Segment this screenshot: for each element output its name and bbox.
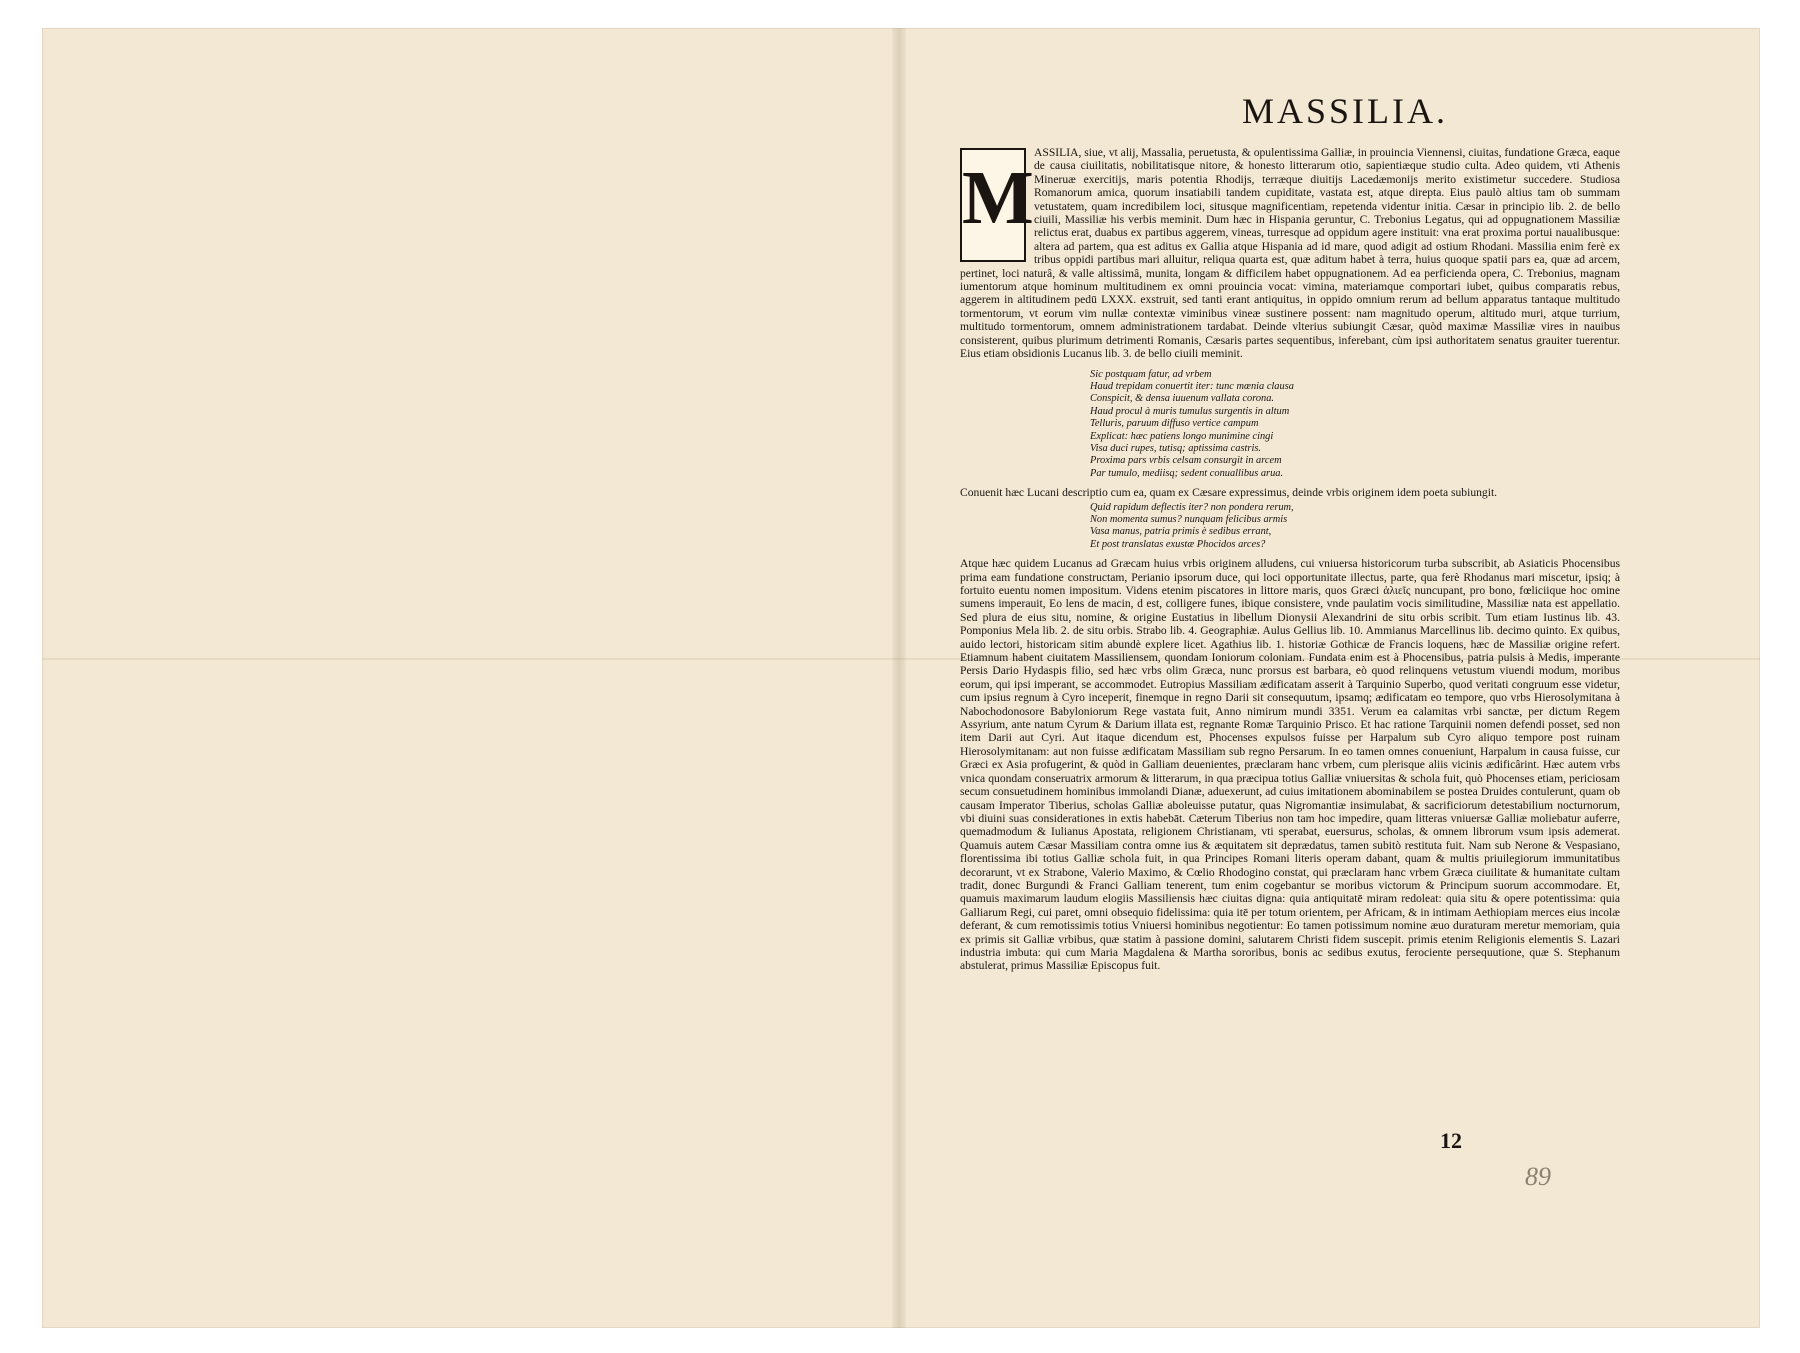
verse-line: Proxima pars vrbis celsam consurgit in arcem bbox=[1090, 455, 1282, 467]
verse-line: Et post translatas exustæ Phocidos arces? bbox=[1090, 538, 1266, 550]
verse-block-2 bbox=[1090, 502, 1620, 552]
verse-line: Conspicit, & densa iuuenum vallata corona. bbox=[1090, 393, 1275, 405]
verse-line: Non momenta sumus? nunquam felicibus armis bbox=[1090, 513, 1288, 525]
pencil-annotation: 89 bbox=[1525, 1162, 1551, 1191]
verse-line: Quid rapidum deflectis iter? non pondera rerum, bbox=[1090, 501, 1294, 513]
decorated-initial-letter: M bbox=[962, 156, 1034, 240]
page-number: 12 bbox=[1440, 1128, 1462, 1153]
decorated-initial bbox=[960, 148, 1034, 262]
verse-line: Sic postquam fatur, ad vrbem bbox=[1090, 368, 1212, 380]
center-fold bbox=[892, 28, 906, 1328]
verse-block-1 bbox=[1090, 369, 1620, 481]
paragraph-2: Atque hæc quidem Lucanus ad Græcam huius vrbis originem alludens, cui vniuersa historicorum turba subscribit, ab Asiaticis Phocensibus prima eam fundatione constructam, Perianio ipsorum duce, qui loci opportunitate illectus, parte, qua ferè Rhodanus mari miscetur, ipsiq; à fortuito euentu nomen impositum. Videns etenim piscatores in littore maris, quos Græci ἁλιεῖς nuncupant, pro bono, fœliciique hoc omine sumens imperauit, Eo lens de macin, d est, colligere funes, ibique consistere, vnde paulatim vocis similitudine, Massiliæ nata est appellatio. Sed plura de eius situ, nomine, & origine Eustatius in libellum Dionysii Alexandrini de situ orbis scribit. Tum etiam Iustinus lib. 43. Pomponius Mela lib. 2. de situ orbis. Strabo lib. 4. Geographiæ. Aulus Gellius lib. 10. Ammianus Marcellinus lib. decimo quinto. Ex quibus, auido lectori, historicam sitim abundè explere licet. Agathius lib. 1. historiæ Gothicæ de Francis loquens, hæc de Massiliæ origine refert. Etiamnum habent ciuitatem Massiliensem, quondam Ioniorum coloniam. Fundata enim est à Phocensibus, patria pulsis à Medis, imperante Persis Dario Hydaspis filio, sed hæc vrbs olim Græca, nunc prorsus est barbara, eò quod relinquens vetustum viuendi modum, moribus eorum, qui ipsi imperant, se accommodet. Eutropius Massiliam ædificatam asserit à Tarquinio Superbo, quod veritati congruum esse videtur, cum ipsius regnum à Cyro inceperit, finemque in regno Darii sit consequutum, ipsamq; ædificatam eo tempore, quo vrbs Hierosolymitana à Nabochodonosore Babyloniorum Rege vastata fuit, Anno nimirum mundi 3351. Verum ea calamitas vrbi sanctæ, per dictum Regem Assyrium, ante natum Cyrum & Darium illata est, regnante Romæ Tarquinio Prisco. Et hac ratione Tarquinii nomen defendi posset, sed non item Darii aut Cyri. Aut itaque dicendum est, Phocenses expulsos fuisse per Harpalum sub Cyro aliquo tempore post ruinam Hierosolymitanam: aut non fuisse ædificatam Massiliam sub regno Persarum. In eo tamen omnes conueniunt, Harpalum in causa fuisse, cur Græci ex Asia profugerint, & quòd in Galliam deuenientes, præclaram hanc vrbem, cum plerisque aliis vicinis ædificârint. Hæc autem vrbs vnica quondam conseruatrix armorum & litterarum, in qua præcipua totius Galliæ vniuersitas & schola fuit, quò Phocenses etiam, periciosam secum consuetudinem hominibus immolandi Dianæ, aduexerunt, ad cuius imitationem abominabilem se postea Druides contulerunt, quam ob causam Imperator Tiberius, scholas Galliæ aboleuisse putatur, quas Nigromantiæ insimulabat, & sacrificiorum detestabilium nocturnorum, vbi diuini suas considerationes in extis habebāt. Cæterum Tiberius non tam hoc impedire, quam litteras vniuersæ Galliæ moliebatur auferre, quemadmodum & Iulianus Apostata, religionem Christianam, vti sperabat, euersurus, scholas, & omnem librorum vsum ipsis ademerat. Quamuis autem Cæsar Massiliam contra omne ius & æquitatem sit deprædatus, tamen subitò restituta fuit. Nam sub Nerone & Vespasiano, florentissima ibi totius Galliæ schola fuit, in qua Principes Romani literis operam dabant, quam & multis priuilegiorum immunitatibus decorarunt, vt ex Strabone, Valerio Maximo, & Cœlio Rhodogino constat, qui præclaram hanc vrbem Græca ciuilitate & humanitate cultam tradit, donec Burgundi & Franci Galliam tenerent, tum enim cogebantur se moribus victorum & Principum suorum accommodare. Et, quamuis maximarum laudum elogiis Massiliensis hæc ciuitas digna: quia antiquitatē miram redoleat: quia situ & opere potentissima: quia Galliarum Regi, cui paret, omni obsequio fidelissima: quia itē per totum orientem, per Africam, & in intimam Aethiopiam merces eius incolæ deferant, & cum remotissimis totius Vniuersi hominibus negotientur: Eo tamen potissimum nomine æuo duraturam meretur memoriam, quia ex primis sit Galliæ vrbibus, quæ statim à passione domini, salutarem Christi fidem suscepit. primis etenim Religionis elementis S. Lazari industria imbuta: qui cum Maria Magdalena & Martha sororibus, bonis ac sedibus exutus, ferociente persequutione, quæ S. Stephanum abstulerat, primus Massiliæ Episcopus fuit. bbox=[960, 557, 1620, 973]
verse-line: Visa duci rupes, tutisq; aptissima castris. bbox=[1090, 442, 1261, 454]
transition-sentence: Conuenit hæc Lucani descriptio cum ea, quam ex Cæsare expressimus, deinde vrbis originem idem poeta subiungit. bbox=[960, 486, 1498, 500]
verse-line: Vasa manus, patria primis è sedibus errant, bbox=[1090, 526, 1272, 538]
verse-line: Telluris, paruum diffuso vertice campum bbox=[1090, 418, 1259, 430]
text-block bbox=[960, 90, 1620, 973]
verse-line: Explicat: hæc patiens longo munimine cingi bbox=[1090, 430, 1274, 442]
verse-line: Haud trepidam conuertit iter: tunc mœnia clausa bbox=[1090, 380, 1294, 392]
page-title: MASSILIA. bbox=[1241, 91, 1448, 131]
verse-line: Haud procul à muris tumulus surgentis in altum bbox=[1090, 405, 1290, 417]
paragraph-1: ASSILIA, siue, vt alij, Massalia, peruetusta, & opulentissima Galliæ, in prouincia Viennensi, ciuitas, fundatione Græca, eaque de causa ciuilitatis, nobilitatisque nitore, & honesto litterarum otio, sapientiæque studio culta. Adeo quidem, vti Athenis Mineruæ exercitijs, maris potentia Rhodijs, terræque diuitijs Lacedæmonijs merito existimetur succedere. Studiosa Romanorum amica, quorum insatiabili tandem cupiditate, vastata est, atque direpta. Eius paulò altius tam ob summam vetustatem, quam incredibilem loci, situsque magnificentiam, repetenda videntur initia. Cæsar in principio lib. 2. de bello ciuili, Massiliæ his verbis meminit. Dum hæc in Hispania geruntur, C. Trebonius Legatus, qui ad oppugnationem Massiliæ relictus erat, duabus ex partibus aggerem, vineas, turresque ad oppidum agere instituit: vna erat proxima portui naualibusque: altera ad partem, qua est aditus ex Gallia atque Hispania ad id mare, quod adigit ad ostium Rhodani. Massilia enim ferè ex tribus oppidi partibus mari alluitur, reliqua quarta est, quæ aditum habet à terra, huius quoque spatii pars ea, quæ ad arcem, pertinet, loci naturâ, & valle altissimâ, munita, longam & difficilem habet oppugnationem. Ad ea perficienda opera, C. Trebonius, magnam iumentorum atque hominum multitudinem ex omni prouincia vocat: vimina, materiamque comportari iubet, quibus comparatis rebus, aggerem in altitudinem pedū LXXX. exstruit, sed tanti erant antiquitus, in oppido omnium rerum ad bellum apparatus tantaque multitudo tormentorum, vt eorum vim nullæ contextæ viminibus vineæ sustinere possent: nam magnitudo operum, altitudo muri, atque turrium, multitudo tormentorum, omnem administrationem tardabat. Deinde vlterius subiungit Cæsar, quòd maximæ Massiliæ vires in nauibus consisterent, quibus plurimum detrimenti Romanis, Cæsaris partes sequentibus, inferebant, cùm ipsi authoritatem senatus grauiter tuerentur. Eius etiam obsidionis Lucanus lib. 3. de bello ciuili meminit. bbox=[960, 146, 1620, 361]
verse-line: Par tumulo, mediisq; sedent conuallibus arua. bbox=[1090, 467, 1284, 479]
